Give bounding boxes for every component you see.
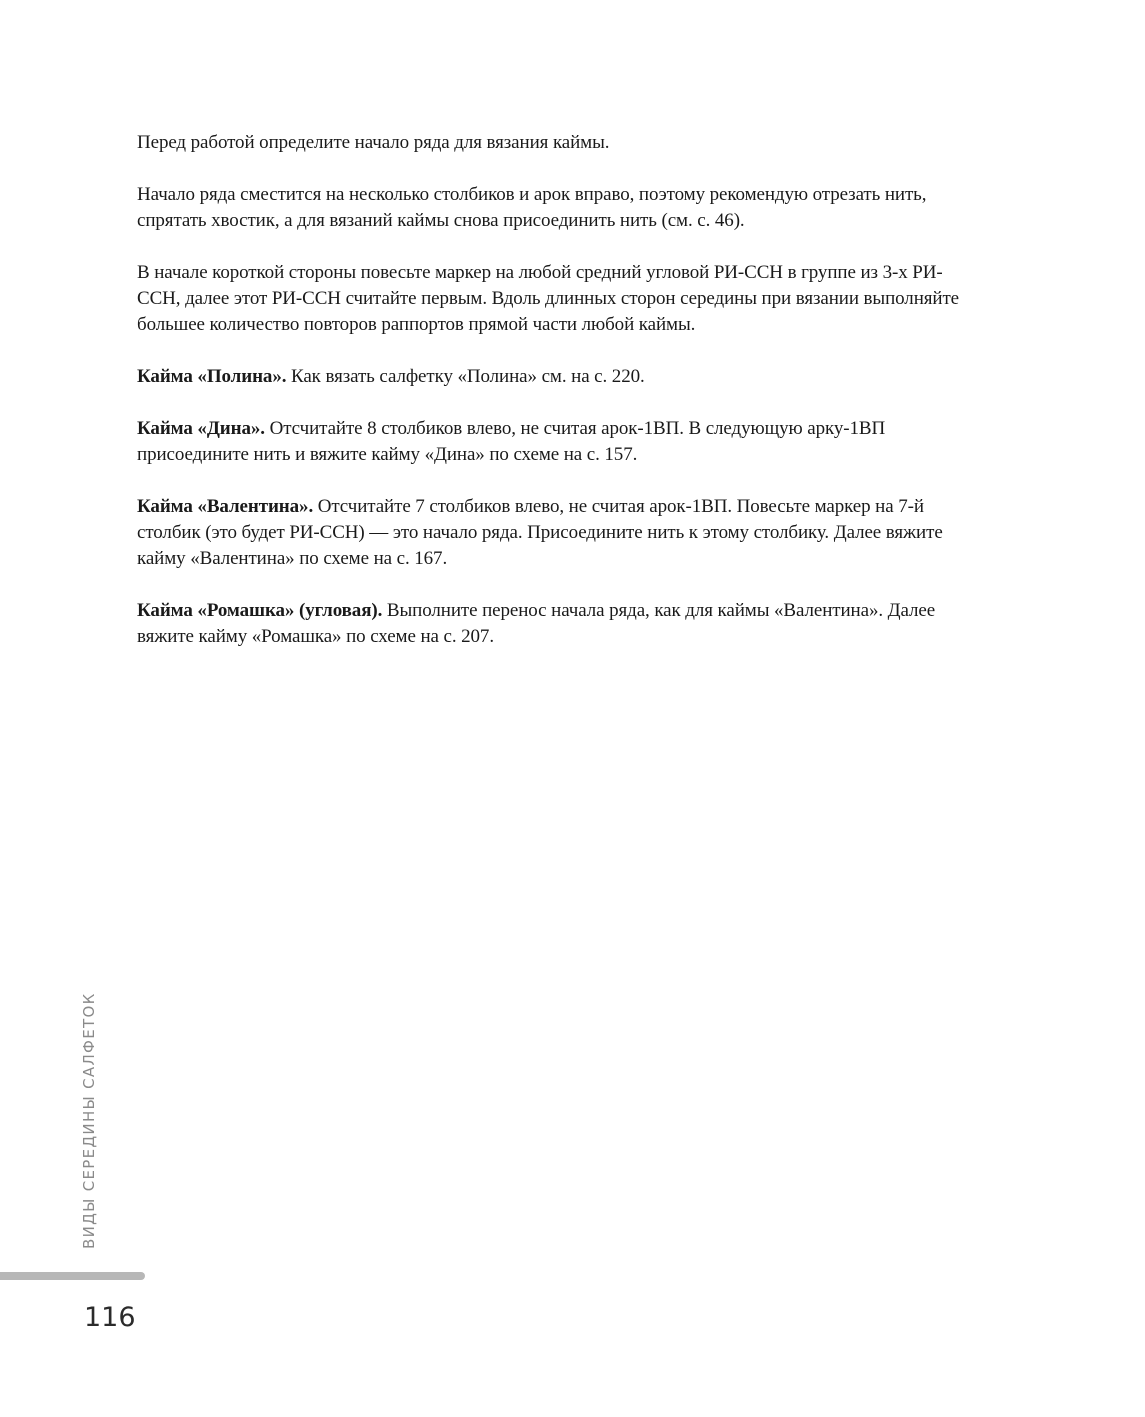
page-number-bar — [0, 1272, 145, 1280]
paragraph-marker — [137, 260, 972, 338]
paragraph-text: Начало ряда сместится на несколько столбиков и арок вправо, поэтому рекомендую отрезать нить, спрятать хвостик, а для вязаний каймы снова присоединить нить (см. с. 46). — [137, 184, 927, 231]
paragraph-edge-valentina — [137, 494, 972, 572]
paragraph-text: В начале короткой стороны повесьте маркер на любой средний угловой РИ-ССН в группе из 3-х РИ-ССН, далее этот РИ-ССН считайте первым. Вдоль длинных сторон середины при вязании выполняйте большее количество повторов раппортов прямой части любой каймы. — [137, 262, 960, 335]
page-body — [137, 130, 972, 676]
paragraph-heading: Кайма «Валентина». — [137, 496, 314, 517]
paragraph-text: Выполните перенос начала ряда, как для каймы «Валентина». Далее вяжите кайму «Ромашка» по схеме на с. 207. — [137, 600, 936, 647]
section-title-vertical: ВИДЫ СЕРЕДИНЫ САЛФЕТОК — [80, 992, 98, 1249]
paragraph-text: Перед работой определите начало ряда для вязания каймы. — [137, 132, 610, 153]
paragraph-intro — [137, 130, 972, 156]
paragraph-text: Отсчитайте 7 столбиков влево, не считая арок-1ВП. Повесьте маркер на 7-й столбик (это будет РИ-ССН) — это начало ряда. Присоедините нить к этому столбику. Далее вяжите кайму «Валентина» по схеме на с. 167. — [137, 496, 943, 569]
paragraph-heading: Кайма «Полина». — [137, 366, 287, 387]
paragraph-row-shift — [137, 182, 972, 234]
paragraph-heading: Кайма «Дина». — [137, 418, 265, 439]
paragraph-text: Отсчитайте 8 столбиков влево, не считая арок-1ВП. В следующую арку-1ВП присоедините нить и вяжите кайму «Дина» по схеме на с. 157. — [137, 418, 886, 465]
page-number: 116 — [84, 1302, 136, 1333]
paragraph-text: Как вязать салфетку «Полина» см. на с. 220. — [286, 366, 645, 387]
paragraph-edge-romashka — [137, 598, 972, 650]
paragraph-edge-polina — [137, 364, 972, 390]
paragraph-edge-dina — [137, 416, 972, 468]
paragraph-heading: Кайма «Ромашка» (угловая). — [137, 600, 383, 621]
